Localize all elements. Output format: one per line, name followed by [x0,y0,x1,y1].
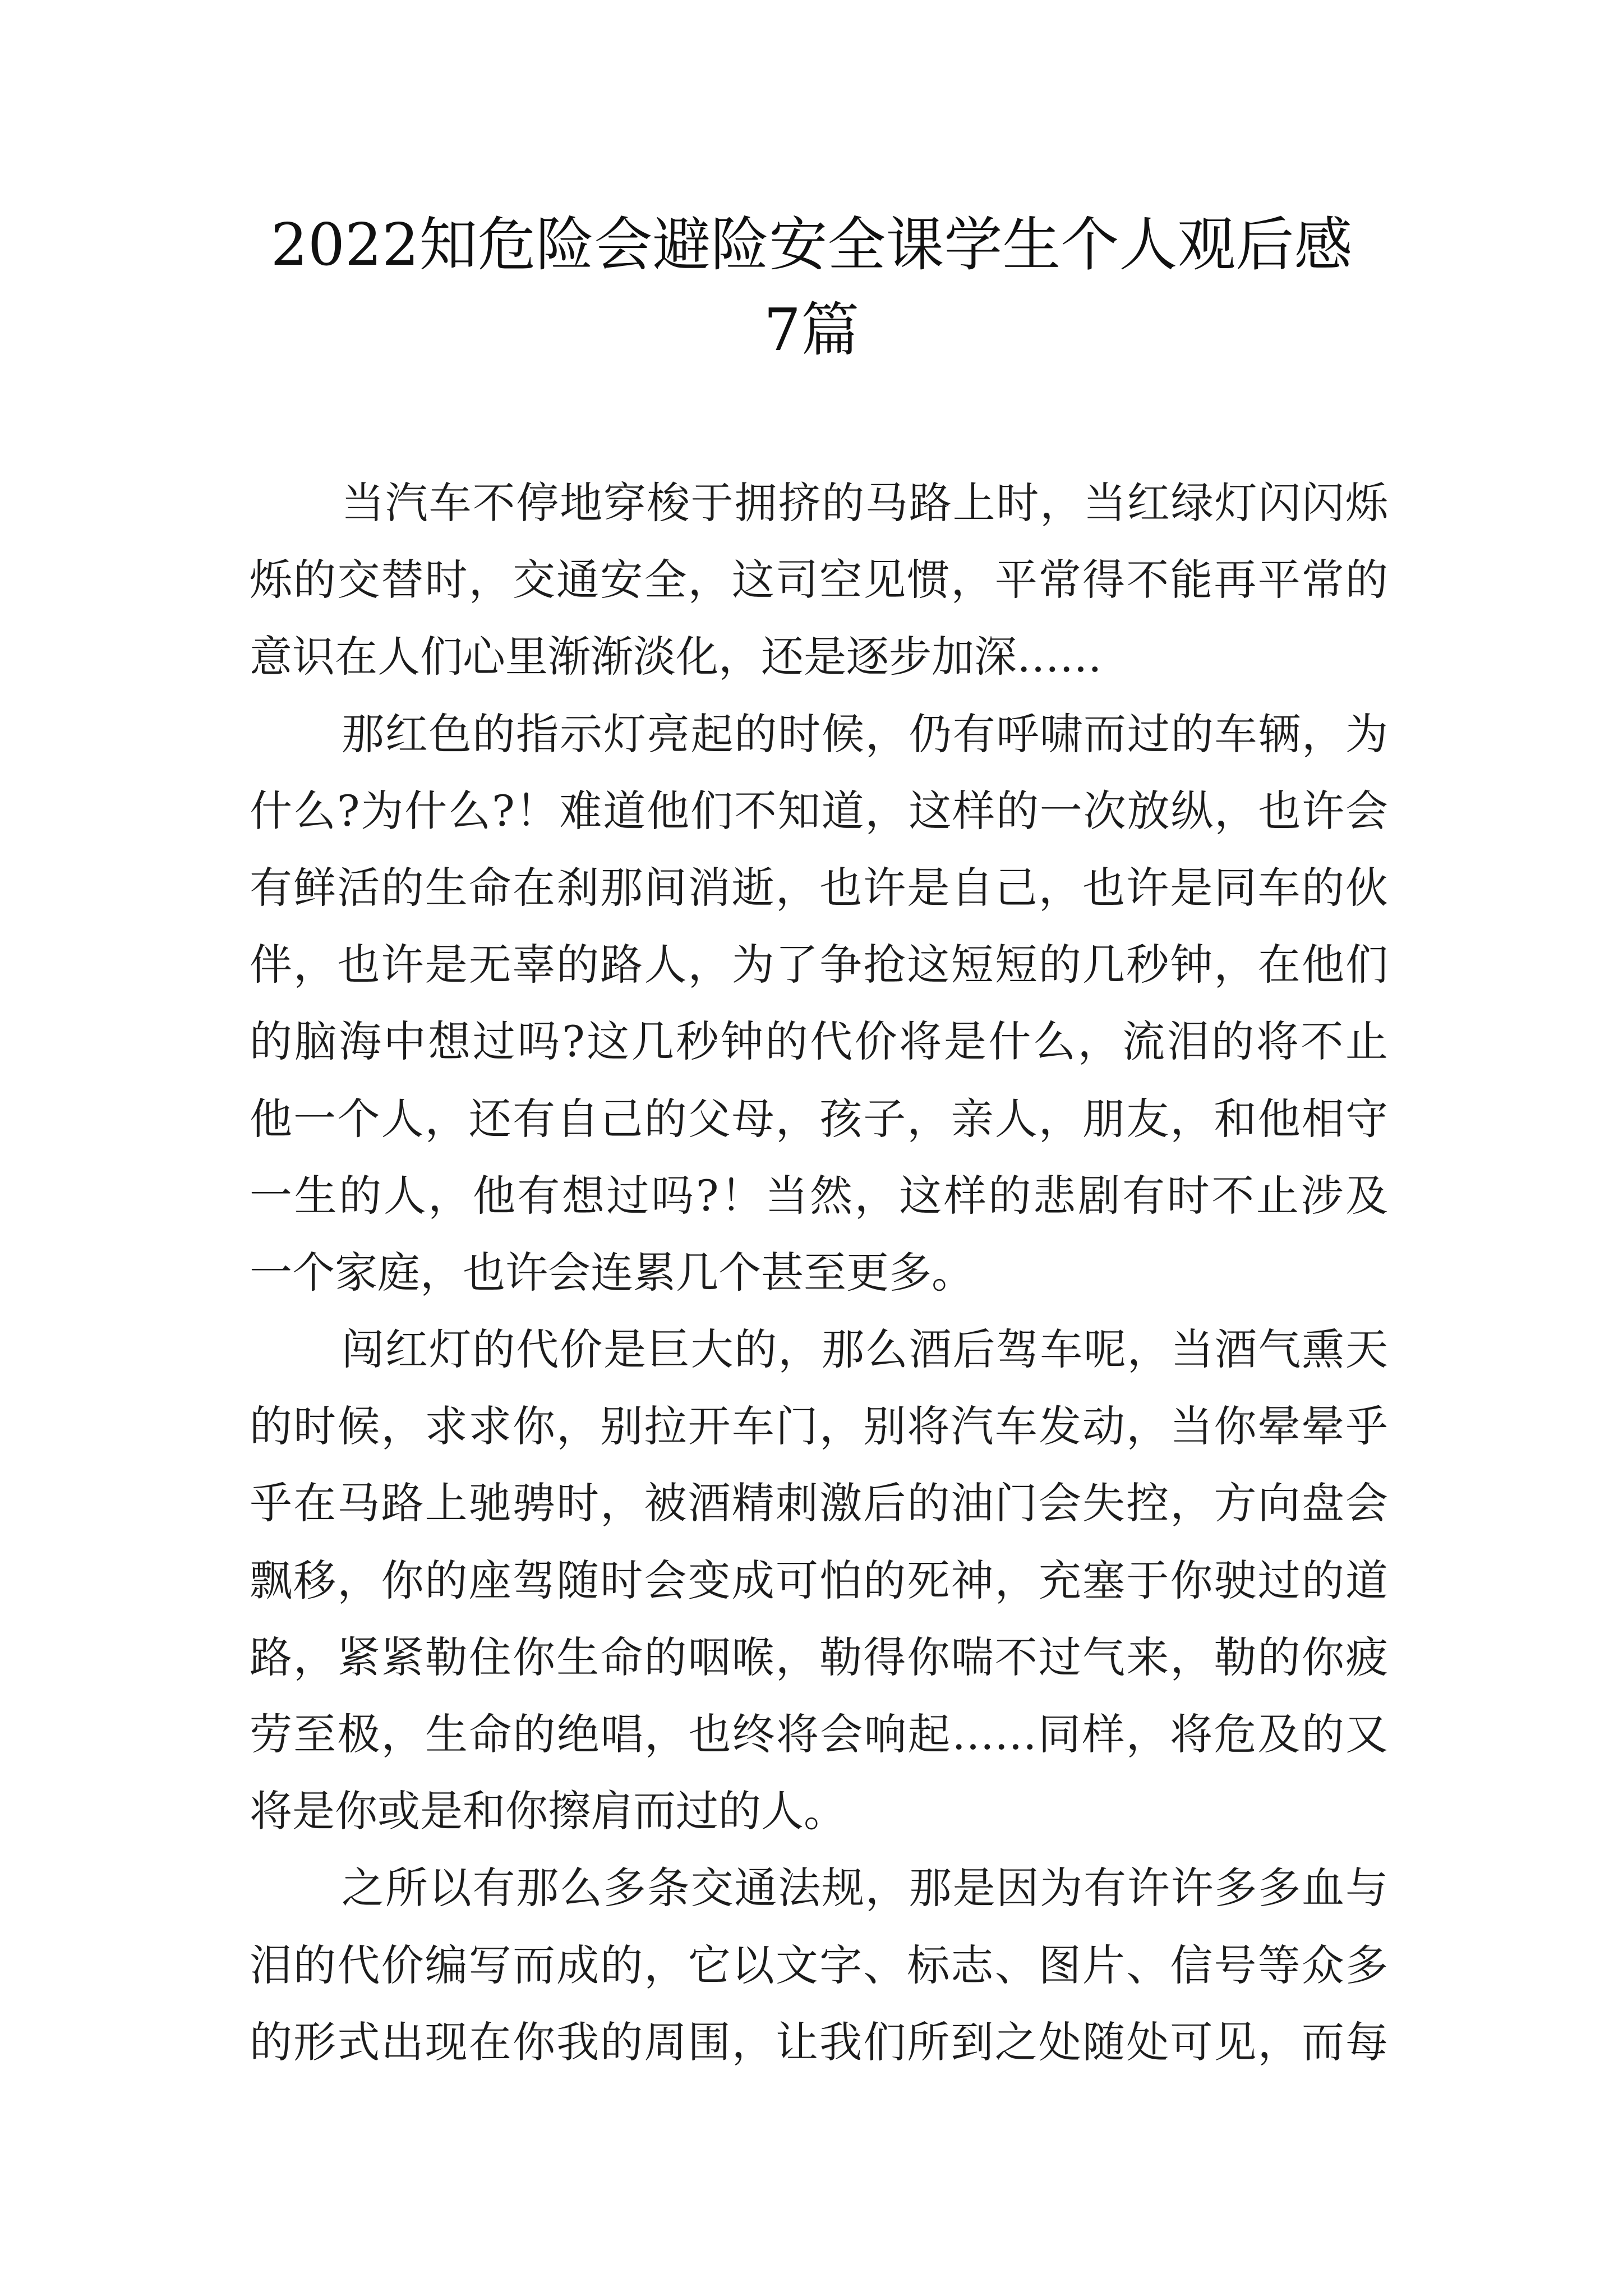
text-line: 伴，也许是无辜的路人，为了争抢这短短的几秒钟，在他们 [250,940,1388,990]
paragraph-4 [250,1849,1388,2081]
text-line: 一个家庭，也许会连累几个甚至更多。 [250,1247,974,1297]
text-line: 之所以有那么多条交通法规，那是因为有许许多多血与 [342,1863,1388,1913]
document-body [250,464,1388,2081]
text-line: 他一个人，还有自己的父母，孩子，亲人，朋友，和他相守 [250,1093,1388,1144]
paragraph-1 [250,464,1388,696]
document-title [168,202,1455,372]
text-line: 飘移，你的座驾随时会变成可怕的死神，充塞于你驶过的道 [250,1555,1388,1605]
paragraph-3 [250,1311,1388,1849]
text-line: 有鲜活的生命在刹那间消逝，也许是自己，也许是同车的伙 [250,862,1388,913]
text-line: 的脑海中想过吗?这几秒钟的代价将是什么，流泪的将不止 [250,1016,1388,1067]
text-line: 闯红灯的代价是巨大的，那么酒后驾车呢，当酒气熏天 [342,1324,1388,1375]
title-line: 2022知危险会避险安全课学生个人观后感 [270,210,1353,279]
text-line: 烁的交替时，交通安全，这司空见惯，平常得不能再平常的 [250,555,1388,605]
text-line: 那红色的指示灯亮起的时候，仍有呼啸而过的车辆，为 [342,708,1388,759]
text-line: 的形式出现在你我的周围，让我们所到之处随处可见，而每 [250,2017,1388,2067]
text-line: 将是你或是和你擦肩而过的人。 [250,1786,846,1837]
paragraph-2 [250,696,1388,1312]
text-line: 一生的人，他有想过吗?！当然，这样的悲剧有时不止涉及 [250,1170,1388,1221]
text-line: 泪的代价编写而成的，它以文字、标志、图片、信号等众多 [250,1940,1388,1990]
text-line: 乎在马路上驰骋时，被酒精刺激后的油门会失控，方向盘会 [250,1478,1388,1529]
text-line: 什么?为什么?！难道他们不知道，这样的一次放纵，也许会 [250,785,1388,836]
text-line: 意识在人们心里渐渐淡化，还是逐步加深…… [250,632,1102,682]
title-line: 7篇 [763,296,860,364]
text-line: 劳至极，生命的绝唱，也终将会响起……同样，将危及的又 [250,1709,1388,1759]
text-line: 的时候，求求你，别拉开车门，别将汽车发动，当你晕晕乎 [250,1401,1388,1452]
text-line: 路，紧紧勒住你生命的咽喉，勒得你喘不过气来，勒的你疲 [250,1632,1388,1682]
text-line: 当汽车不停地穿梭于拥挤的马路上时，当红绿灯闪闪烁 [342,478,1388,528]
